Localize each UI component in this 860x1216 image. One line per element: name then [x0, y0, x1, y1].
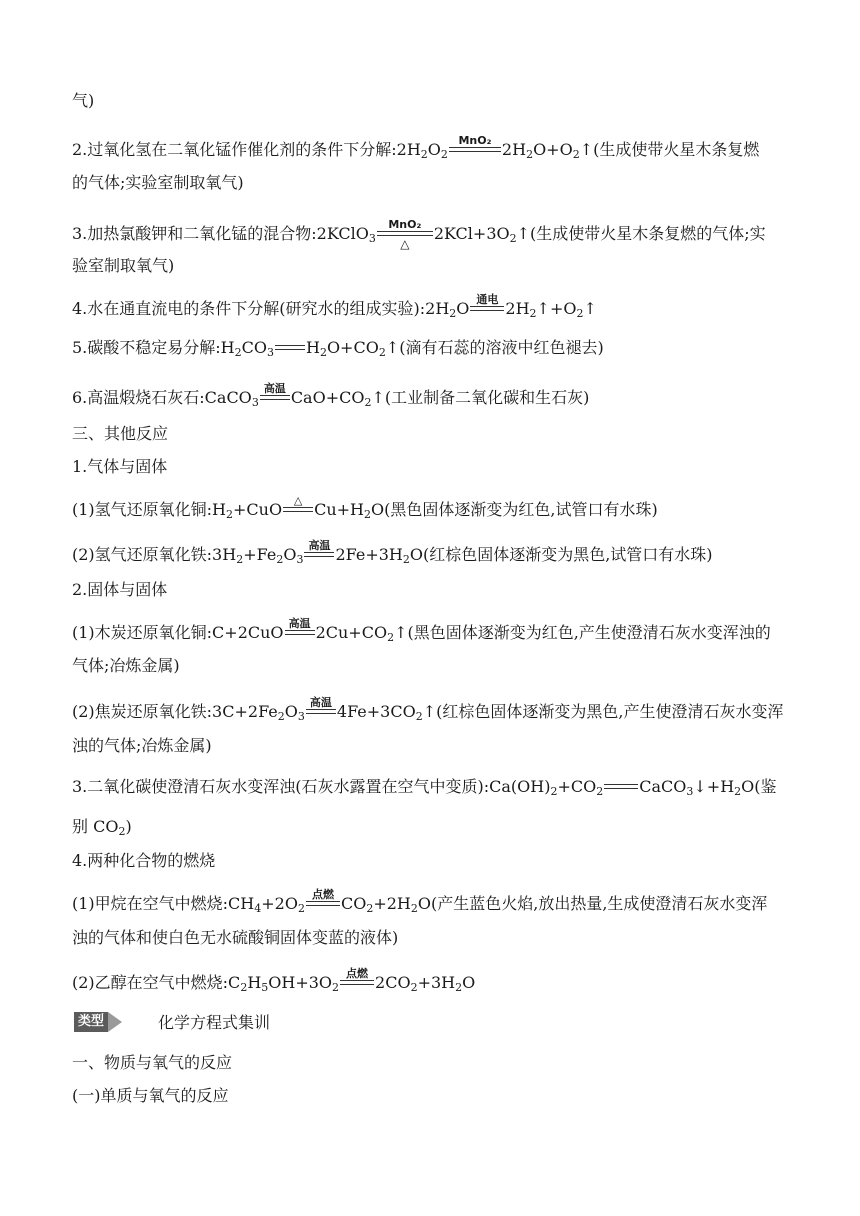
equation-line-h2co3: 5.碳酸不稳定易分解$:H_2CO_3$ $H_2O+CO_2↑$(滴有石蕊的溶液中红色褪去): [72, 338, 604, 359]
condition-high-temp: 高温: [304, 544, 334, 566]
subsection-heading: 2.固体与固体: [72, 580, 168, 599]
text-line: 别 $CO_2$): [72, 817, 132, 838]
equation-line-caco3: 6.高温煅烧石灰石:CaCO$_3$ 高温 $CaO+CO_2↑$(工业制备二氧化碳和生石灰): [72, 382, 590, 409]
text-line: 浊的气体;冶炼金属): [72, 736, 212, 755]
text-line: 浊的气体和使白色无水硫酸铜固体变蓝的液体): [72, 928, 399, 947]
equation-line-water: 4.水在通直流电的条件下分解(研究水的组成实验)$:2H_2O$ 通电 $2H_2↑+O_2↑$: [72, 293, 597, 320]
condition-high-temp: 高温: [260, 387, 290, 409]
condition-mno2: MnO₂: [449, 139, 501, 161]
text-line: 验室制取氧气): [72, 256, 175, 275]
section-heading: 一、物质与氧气的反应: [72, 1053, 233, 1072]
condition-none: [275, 337, 305, 359]
badge-arrow-icon: [108, 1012, 122, 1032]
section-title: 化学方程式集训: [158, 1013, 271, 1032]
badge-label: 类型: [74, 1012, 108, 1032]
text-line: 气体;冶炼金属): [72, 656, 180, 675]
condition-ignite: 点燃: [306, 893, 340, 915]
section-heading: 三、其他反应: [72, 424, 169, 443]
condition-electric: 通电: [470, 298, 504, 320]
subsection-heading: 1.气体与固体: [72, 457, 168, 476]
equation-line-c-cuo: (1)木炭还原氧化铜:C+2CuO 高温 $2Cu+CO_2↑$(黑色固体逐渐变为红色,产生使澄清石灰水变浑浊的: [72, 617, 771, 644]
condition-high-temp: 高温: [306, 701, 336, 723]
condition-high-temp: 高温: [285, 622, 315, 644]
condition-mno2-heat: MnO₂ △: [377, 223, 433, 245]
equation-line-kclo3: 3.加热氯酸钾和二氧化锰的混合物:2KClO$_3$ MnO₂ △ $2KCl+3O_2↑$(生成使带火星木条复燃的气体;实: [72, 218, 766, 251]
condition-none: [604, 776, 638, 798]
condition-ignite: 点燃: [340, 972, 374, 994]
subsection-heading: (一)单质与氧气的反应: [72, 1086, 229, 1105]
section-type-badge: [74, 1012, 138, 1032]
equation-line-c-fe2o3: (2)焦炭还原氧化铁$:3C+2Fe_2O_3$ 高温 $4Fe+3CO_2↑$(红棕色固体逐渐变为黑色,产生使澄清石灰水变浑: [72, 696, 784, 723]
subsection-heading: 4.两种化合物的燃烧: [72, 851, 216, 870]
equation-line-c2h5oh: (2)乙醇在空气中燃烧$:C_2H_5OH+3O_2$ 点燃 $2CO_2+3H_2O$: [72, 967, 476, 994]
equation-line-h2-cuo: (1)氢气还原氧化铜$:H_2+CuO$ △ $Cu+H_2O$(黑色固体逐渐变为红色,试管口有水珠): [72, 494, 658, 521]
equation-line-limewater: 3.二氧化碳使澄清石灰水变浑浊(石灰水露置在空气中变质)$:Ca(OH)_2+CO_2$ $CaCO_3↓+H_2O$(鉴: [72, 777, 777, 798]
condition-heat: △: [283, 499, 313, 521]
equation-line-h2o2: 2.过氧化氢在二氧化锰作催化剂的条件下分解$:2H_2O_2$ MnO₂ $2H_2O+O_2↑$(生成使带火星木条复燃: [72, 134, 760, 161]
text-line: 的气体;实验室制取氧气): [72, 173, 244, 192]
equation-line-ch4: (1)甲烷在空气中燃烧$:CH_4+2O_2$ 点燃 $CO_2+2H_2O$(产生蓝色火焰,放出热量,生成使澄清石灰水变浑: [72, 888, 768, 915]
equation-line-h2-fe2o3: (2)氢气还原氧化铁$:3H_2+Fe_2O_3$ 高温 $2Fe+3H_2O$(红棕色固体逐渐变为黑色,试管口有水珠): [72, 539, 713, 566]
text-line: 气): [72, 91, 95, 110]
